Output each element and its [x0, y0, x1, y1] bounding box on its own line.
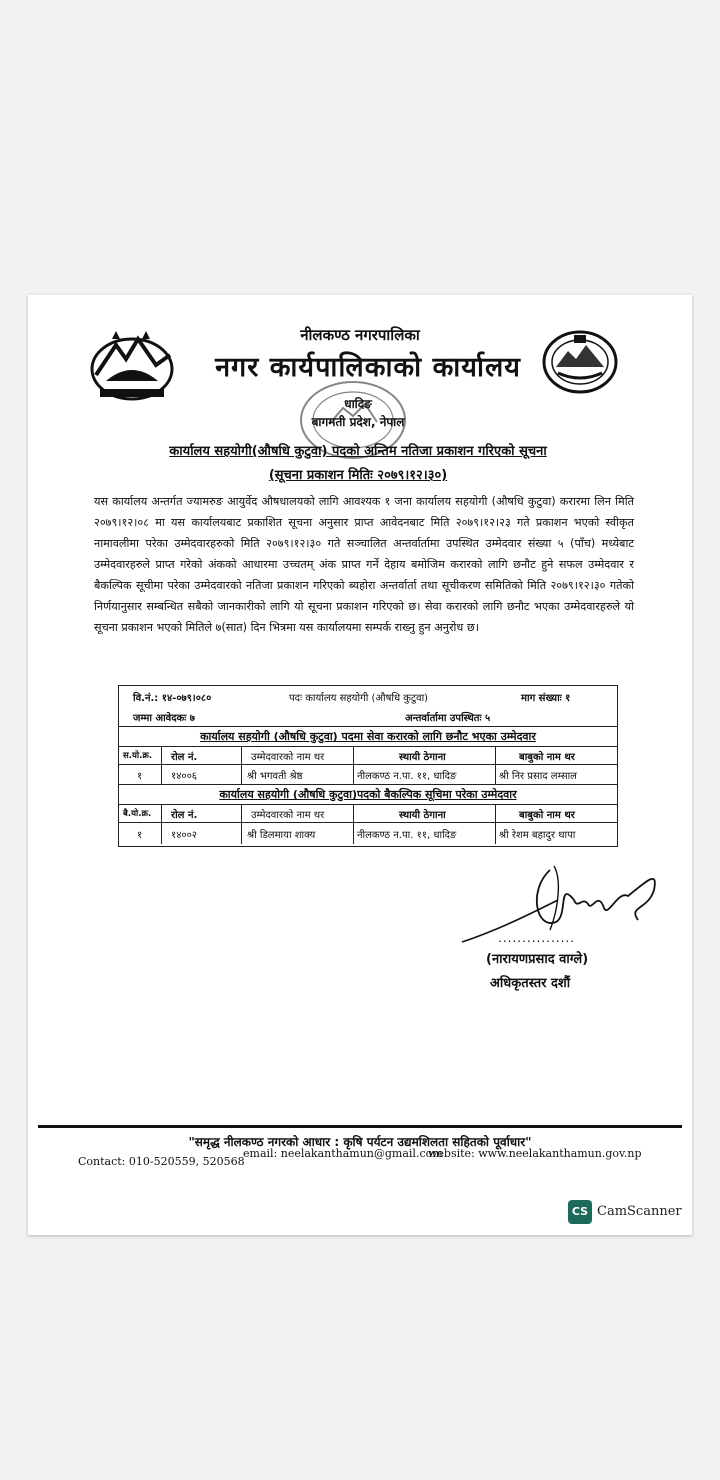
- scanned-document: [28, 295, 692, 1235]
- selected-address: नीलकण्ठ न.पा. ११, धादिङ: [357, 771, 457, 782]
- footer-motto: "समृद्ध नीलकण्ठ नगरको आधार : कृषि पर्यटन उद्यमशिलता सहितको पूर्वाधार": [188, 1135, 532, 1149]
- footer-contact: Contact: 010-520559, 520568: [78, 1155, 245, 1168]
- alternate-father: श्री रेशम बहादुर थापा: [499, 830, 576, 841]
- alternate-serial: १: [137, 830, 143, 841]
- post-name: पदः कार्यालय सहयोगी (औषधि कुटुवा): [289, 693, 429, 704]
- total-applicants: जम्मा आवेदकः ७: [133, 713, 195, 724]
- col-alt-candidate: उम्मेदवारको नाम थर: [251, 810, 325, 821]
- footer-website: website: www.neelakanthamun.gov.np: [428, 1147, 642, 1160]
- alternate-candidate: श्री डिलमाया शाक्य: [247, 830, 316, 841]
- demand-count: माग संख्याः १: [521, 693, 571, 704]
- col-father: बाबुको नाम थर: [519, 752, 575, 763]
- alternate-heading: कार्यालय सहयोगी (औषधि कुटुवा)पदको बैकल्पिक सूचिमा परेका उम्मेदवार: [219, 788, 517, 801]
- municipality-name: नीलकण्ठ नगरपालिका: [300, 326, 420, 344]
- office-name: नगर कार्यपालिकाको कार्यालय: [215, 352, 521, 383]
- notice-title: कार्यालय सहयोगी(औषधि कुटुवा) पदको अन्तिम नतिजा प्रकाशन गरिएको सूचना: [169, 444, 547, 459]
- col-alt-roll: रोल नं.: [171, 810, 198, 821]
- signatory-name: (नारायणप्रसाद वाग्ले): [486, 952, 589, 967]
- signature-dots: ................: [498, 931, 576, 945]
- reference-number: वि.नं.: १४-०७९।०८०: [133, 693, 212, 704]
- camscanner-label: CamScanner: [597, 1204, 682, 1219]
- footer-divider: [38, 1125, 682, 1128]
- selected-serial: १: [137, 771, 143, 782]
- interview-present: अन्तर्वार्तामा उपस्थितः ५: [405, 713, 491, 724]
- camscanner-logo-icon: CS: [568, 1200, 592, 1224]
- alternate-roll: १४००२: [171, 830, 197, 841]
- province-name: बागमती प्रदेश, नेपाल: [311, 415, 405, 429]
- col-candidate: उम्मेदवारको नाम थर: [251, 752, 325, 763]
- col-alt-father: बाबुको नाम थर: [519, 810, 575, 821]
- result-table: [118, 685, 618, 847]
- selected-father: श्री निर प्रसाद लम्साल: [499, 771, 577, 782]
- selected-candidate: श्री भगवती श्रेष्ठ: [247, 771, 303, 782]
- footer-email: email: neelakanthamun@gmail.com: [243, 1147, 443, 1160]
- col-serial: स.यो.क्र.: [123, 751, 153, 761]
- col-alt-address: स्थायी ठेगाना: [399, 810, 446, 821]
- publish-date: (सूचना प्रकाशन मितिः २०७९।१२।३०): [268, 468, 448, 483]
- alternate-address: नीलकण्ठ न.पा. ११, धादिङ: [357, 830, 457, 841]
- col-address: स्थायी ठेगाना: [399, 752, 446, 763]
- col-roll: रोल नं.: [171, 752, 198, 763]
- selected-roll: १४००६: [171, 771, 197, 782]
- notice-body: यस कार्यालय अन्तर्गत ज्यामरुङ आयुर्वेद औषधालयको लागि आवश्यक १ जना कार्यालय सहयोगी (औषधि कुटुवा) करारमा लिन मिति २०७९।१२।०८ मा यस कार्यालयबाट प्रकाशित सूचना अनुसार प्राप्त आवेदनबाट मिति २०७९।१२।२३ गते प्रकाशन भएको स्वीकृत नामावलीमा परेका उम्मेदवारहरुको मिति २०७९।१२।३० गते सञ्चालित अन्तर्वार्तामा उपस्थित उम्मेदवार संख्या ५ (पाँच) मध्येबाट उम्मेदवारहरुले प्राप्त गरेको अंकको आधारमा उच्चतम् अंक प्राप्त गर्ने देहाय बमोजिम करारको लागि छनौट हुने सफल उम्मेदवार र बैकल्पिक सूचीमा परेका उम्मेदवारको नतिजा प्रकाशन गरिएको ब्यहोरा अन्तर्वार्ता तथा सूचीकरण समितिको मिति २०७९।१२।३० गतेको निर्णयानुसार सम्बन्धित सबैको जानकारीको लागि यो सूचना प्रकाशन गरिएको छ। सेवा करारको लागि छनौट भएका उम्मेदवारहरुले यो सूचना प्रकाशन भएको मितिले ७(सात) दिन भित्रमा यस कार्यालयमा सम्पर्क राख्नु हुन अनुरोध छ।: [94, 495, 634, 634]
- selected-heading: कार्यालय सहयोगी (औषधि कुटुवा) पदमा सेवा करारको लागि छनौट भएका उम्मेदवार: [200, 730, 536, 743]
- camscanner-watermark: [568, 1200, 680, 1224]
- district-name: धादिङ: [344, 397, 372, 411]
- col-alt-serial: बै.यो.क्र.: [123, 809, 152, 819]
- signatory-post: अधिकृतस्तर दशौं: [490, 976, 571, 991]
